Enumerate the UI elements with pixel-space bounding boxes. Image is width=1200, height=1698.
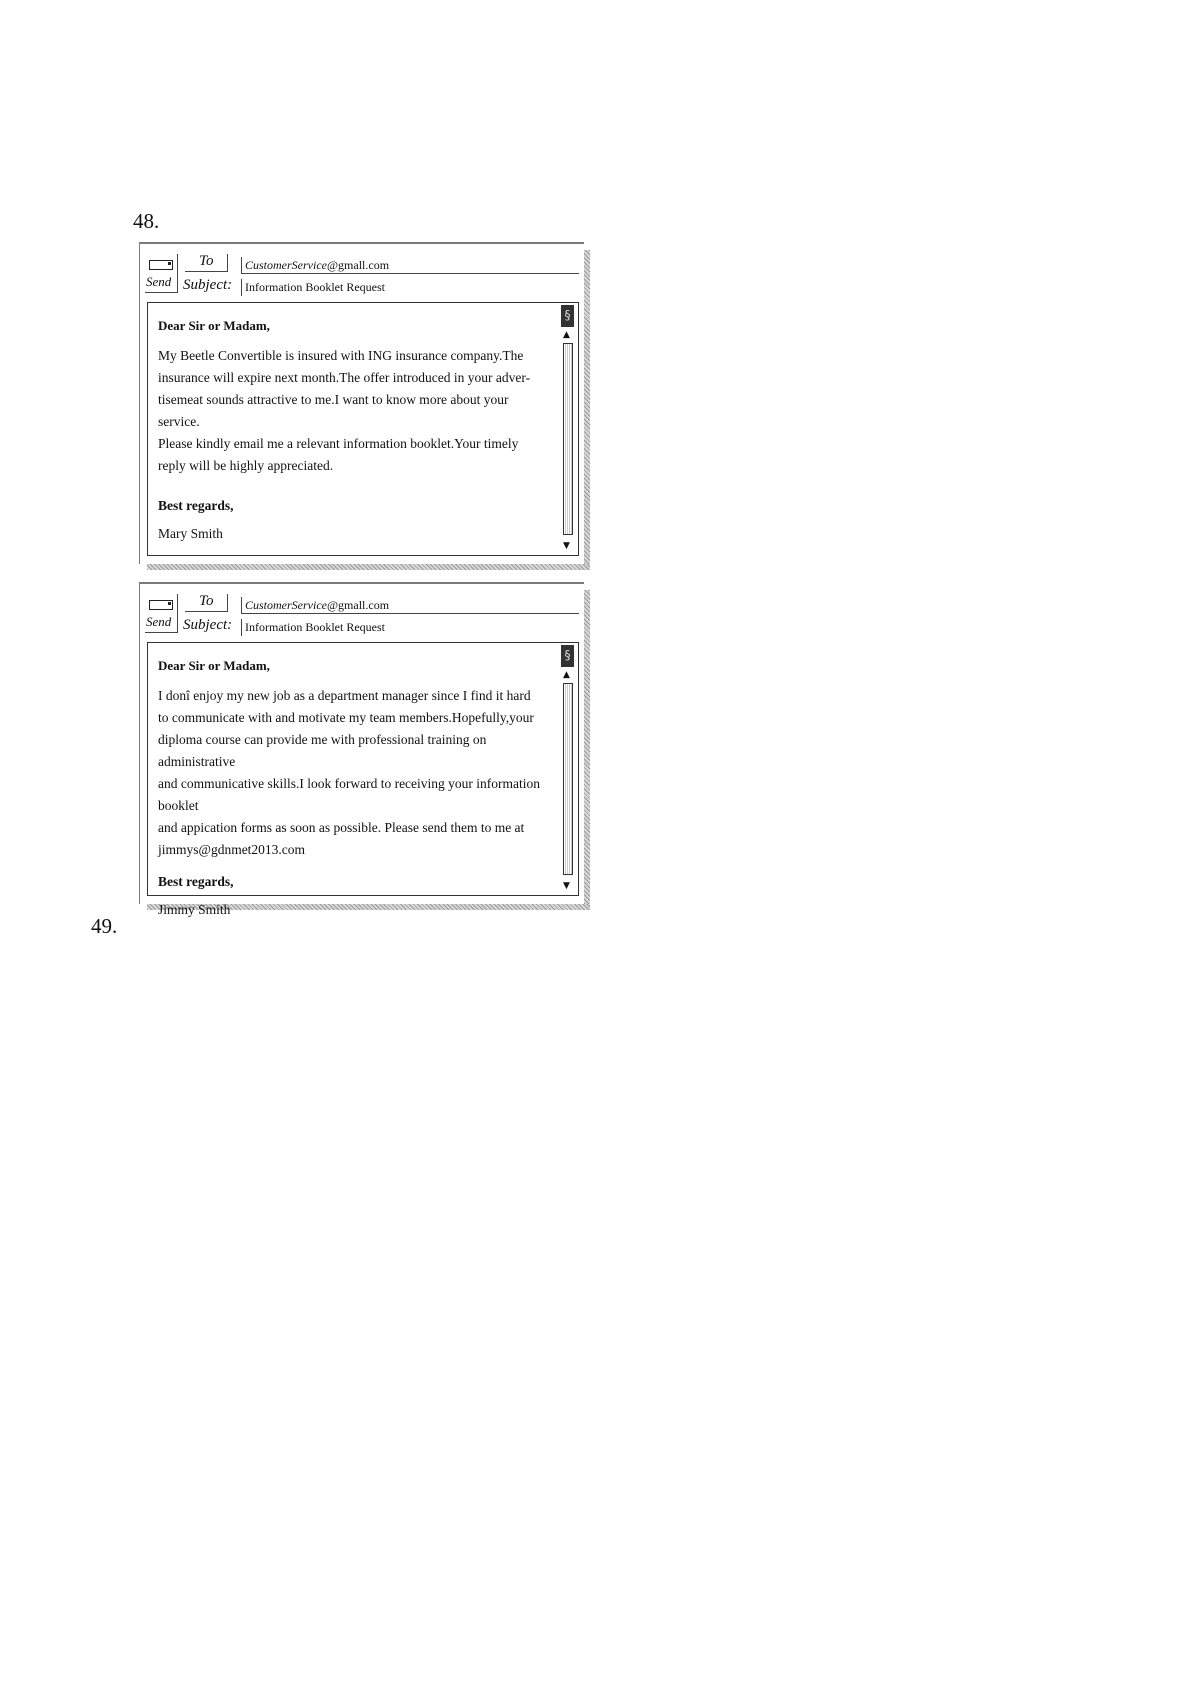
frame-top-border	[139, 582, 584, 584]
scroll-track[interactable]	[563, 343, 573, 535]
closing: Best regards,	[158, 498, 234, 513]
to-button[interactable]	[185, 254, 228, 272]
send-button[interactable]	[145, 254, 178, 293]
question-number-49: 49.	[91, 914, 118, 938]
envelope-icon	[149, 600, 173, 610]
to-label: To	[199, 253, 214, 269]
scroll-track[interactable]	[563, 683, 573, 875]
subject-field[interactable]: Information Booklet Request	[241, 279, 579, 296]
body-line: I donî enjoy my new job as a department manager since I find it hard	[158, 688, 531, 703]
body-line: insurance will expire next month.The offer introduced in your adver-	[158, 370, 531, 385]
envelope-icon	[149, 260, 173, 270]
to-domain: @gmall.com	[326, 598, 390, 612]
message-text	[158, 315, 548, 545]
scroll-thumb-icon: §	[564, 648, 571, 662]
scroll-down-icon[interactable]: ▼	[563, 881, 570, 891]
body-line: Please kindly email me a relevant information booklet.Your timely	[158, 436, 519, 451]
body-line: jimmys@gdnmet2013.com	[158, 842, 306, 857]
send-button[interactable]	[145, 594, 178, 633]
body-line: diploma course can provide me with professional training on administrative	[158, 732, 487, 769]
body-line: to communicate with and motivate my team members.Hopefully,your	[158, 710, 534, 725]
body-line: and communicative skills.I look forward to receiving your information booklet	[158, 776, 541, 813]
message-body[interactable]	[147, 302, 579, 556]
send-label: Send	[146, 614, 172, 629]
to-field[interactable]	[241, 257, 579, 274]
body-paragraph	[158, 345, 548, 477]
greeting: Dear Sir or Madam,	[158, 658, 270, 673]
frame-bottom-shadow	[147, 564, 590, 570]
to-user: CustomerService	[245, 598, 327, 612]
closing: Best regards,	[158, 874, 234, 889]
to-field[interactable]	[241, 597, 579, 614]
signature: Jimmy Smith	[158, 902, 231, 917]
scrollbar[interactable]	[561, 305, 575, 553]
scroll-up-icon[interactable]: ▲	[563, 670, 570, 680]
to-domain: @gmall.com	[326, 258, 390, 272]
frame-right-shadow	[584, 590, 590, 908]
to-label: To	[199, 593, 214, 609]
frame-right-shadow	[584, 250, 590, 568]
scrollbar[interactable]	[561, 645, 575, 893]
body-line: reply will be highly appreciated.	[158, 458, 334, 473]
to-user: CustomerService	[245, 258, 327, 272]
frame-top-border	[139, 242, 584, 244]
email-window-1	[139, 242, 584, 564]
subject-field[interactable]: Information Booklet Request	[241, 619, 579, 636]
body-paragraph	[158, 685, 548, 861]
to-button[interactable]	[185, 594, 228, 612]
subject-label: Subject:	[183, 617, 233, 633]
body-line: and appication forms as soon as possible. Please send them to me at	[158, 820, 525, 835]
scroll-thumb-icon: §	[564, 308, 571, 322]
frame-left-border	[139, 582, 140, 904]
scroll-thumb[interactable]	[561, 645, 574, 667]
frame-left-border	[139, 242, 140, 564]
signature: Mary Smith	[158, 526, 223, 541]
body-line: tisemeat sounds attractive to me.I want to know more about your service.	[158, 392, 509, 429]
email-window-2	[139, 582, 584, 917]
message-text	[158, 655, 548, 921]
greeting: Dear Sir or Madam,	[158, 318, 270, 333]
subject-label: Subject:	[183, 277, 233, 293]
scroll-down-icon[interactable]: ▼	[563, 541, 570, 551]
question-number-48: 48.	[133, 209, 160, 233]
body-line: My Beetle Convertible is insured with ING insurance company.The	[158, 348, 524, 363]
scroll-thumb[interactable]	[561, 305, 574, 327]
send-label: Send	[146, 274, 172, 289]
scroll-up-icon[interactable]: ▲	[563, 330, 570, 340]
message-body[interactable]	[147, 642, 579, 917]
